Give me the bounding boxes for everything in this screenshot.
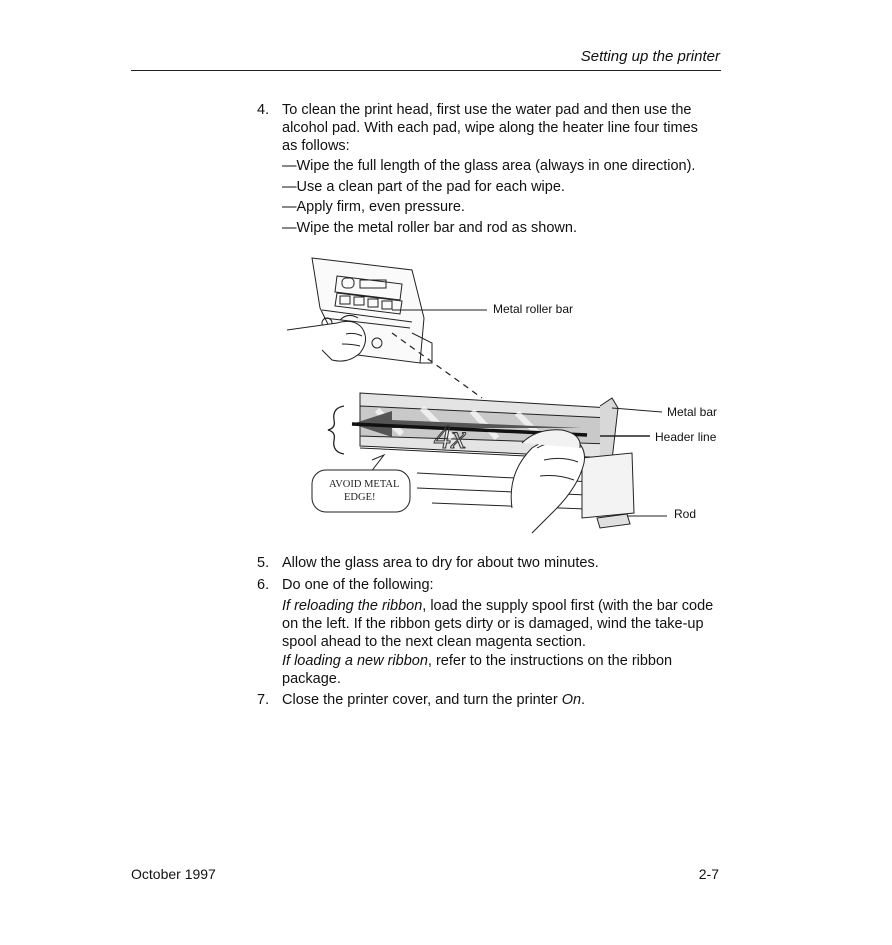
emphasis: On	[561, 692, 582, 708]
running-header: Setting up the printer	[580, 48, 720, 65]
step-text: To clean the print head, first use the water pad and then use the alcohol pad. With each pad, wipe along the heater line four times as follows:	[282, 102, 698, 154]
head-detail	[312, 393, 667, 533]
step-6-paragraph-1	[282, 597, 722, 651]
header-rule	[131, 70, 721, 71]
step-text	[282, 691, 717, 709]
footer-date: October 1997	[131, 866, 216, 882]
paragraph-text: , refer to the instructions on the ribbon package.	[282, 653, 673, 687]
bullet-item: —Wipe the metal roller bar and rod as shown.	[282, 220, 577, 236]
step-number: 7.	[257, 692, 270, 708]
printer-sketch	[287, 258, 487, 363]
step-4	[257, 101, 717, 155]
wipe-count-label: 4x	[434, 419, 467, 456]
step-text-part: Close the printer cover, and turn the printer	[282, 692, 562, 708]
page-number: 2-7	[698, 866, 719, 882]
label-metal-bar: Metal bar	[667, 405, 718, 419]
label-metal-roller-bar: Metal roller bar	[493, 302, 574, 316]
emphasis: If reloading the ribbon	[282, 598, 423, 614]
step-text: Do one of the following:	[282, 577, 434, 593]
print-head-cleaning-illustration	[282, 248, 732, 538]
label-header-line: Header line	[655, 430, 717, 444]
step-6-paragraph-2	[282, 652, 722, 688]
step-text: Allow the glass area to dry for about two minutes.	[282, 555, 599, 571]
paragraph-text: , load the supply spool first (with the bar code on the left. If the ribbon gets dirty or is damaged, wind the take-up spool ahead to the next clean magenta section.	[282, 598, 714, 650]
dashed-connector	[392, 333, 482, 398]
label-rod: Rod	[674, 507, 697, 521]
bullet-item: —Wipe the full length of the glass area (always in one direction).	[282, 158, 696, 174]
step-7	[257, 691, 717, 709]
step-number: 4.	[257, 102, 270, 118]
step-number: 5.	[257, 555, 270, 571]
warning-text-line1: AVOID METAL	[329, 479, 400, 490]
step-text-part: .	[581, 692, 586, 708]
emphasis: If loading a new ribbon	[282, 653, 428, 669]
step-5	[257, 554, 717, 572]
warning-text-line2: EDGE!	[344, 492, 376, 503]
step-6	[257, 576, 717, 594]
step-number: 6.	[257, 577, 270, 593]
bullet-item: —Use a clean part of the pad for each wipe.	[282, 179, 565, 195]
bullet-item: —Apply firm, even pressure.	[282, 199, 465, 215]
